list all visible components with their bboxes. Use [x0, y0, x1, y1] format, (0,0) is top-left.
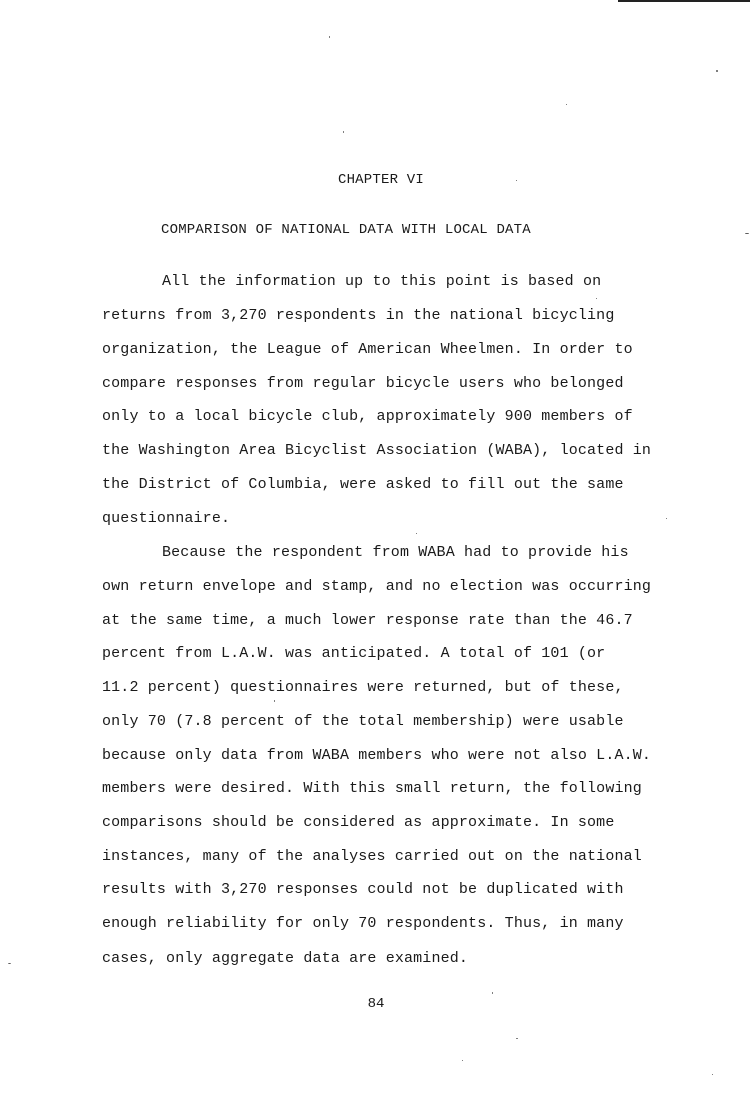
- scan-speck: [516, 180, 517, 181]
- scan-speck: [274, 700, 275, 702]
- body-line: at the same time, a much lower response rate than the 46.7: [102, 612, 633, 629]
- body-line: instances, many of the analyses carried out on the national: [102, 848, 642, 865]
- scan-speck: [745, 233, 749, 234]
- scan-speck: [666, 518, 667, 519]
- body-line: returns from 3,270 respondents in the national bicycling: [102, 307, 615, 324]
- scan-speck: [492, 992, 493, 994]
- scan-speck: [8, 963, 11, 964]
- page-number: 84: [367, 996, 385, 1012]
- scan-speck: [596, 298, 597, 299]
- scan-speck: [712, 1074, 713, 1075]
- body-line: own return envelope and stamp, and no election was occurring: [102, 578, 652, 595]
- body-line: members were desired. With this small return, the following: [102, 780, 642, 797]
- body-line: enough reliability for only 70 respondents. Thus, in many: [102, 915, 624, 932]
- body-line: because only data from WABA members who were not also L.A.W.: [102, 747, 652, 764]
- scan-speck: [343, 131, 344, 133]
- body-line: cases, only aggregate data are examined.: [102, 950, 469, 967]
- scan-speck: [516, 1038, 518, 1039]
- body-line: percent from L.A.W. was anticipated. A total of 101 (or: [102, 645, 606, 662]
- body-line: All the information up to this point is based on: [162, 273, 602, 290]
- chapter-heading: CHAPTER VI: [337, 172, 424, 188]
- section-title: COMPARISON OF NATIONAL DATA WITH LOCAL DATA: [161, 222, 531, 238]
- body-line: questionnaire.: [102, 510, 231, 527]
- scan-speck: [716, 70, 718, 72]
- body-line: 11.2 percent) questionnaires were returned, but of these,: [102, 679, 624, 696]
- body-line: comparisons should be considered as approximate. In some: [102, 814, 615, 831]
- scan-speck: [566, 104, 567, 105]
- body-line: the Washington Area Bicyclist Association (WABA), located in: [102, 442, 652, 459]
- body-line: results with 3,270 responses could not be duplicated with: [102, 881, 624, 898]
- body-line: the District of Columbia, were asked to fill out the same: [102, 476, 624, 493]
- scan-speck: [329, 36, 330, 38]
- body-line: Because the respondent from WABA had to provide his: [162, 544, 629, 561]
- body-line: only 70 (7.8 percent of the total membership) were usable: [102, 713, 624, 730]
- scan-edge-rule: [618, 0, 750, 2]
- scan-speck: [462, 1060, 463, 1061]
- scan-speck: [416, 533, 417, 534]
- body-line: only to a local bicycle club, approximately 900 members of: [102, 408, 633, 425]
- body-line: organization, the League of American Wheelmen. In order to: [102, 341, 633, 358]
- body-line: compare responses from regular bicycle users who belonged: [102, 375, 624, 392]
